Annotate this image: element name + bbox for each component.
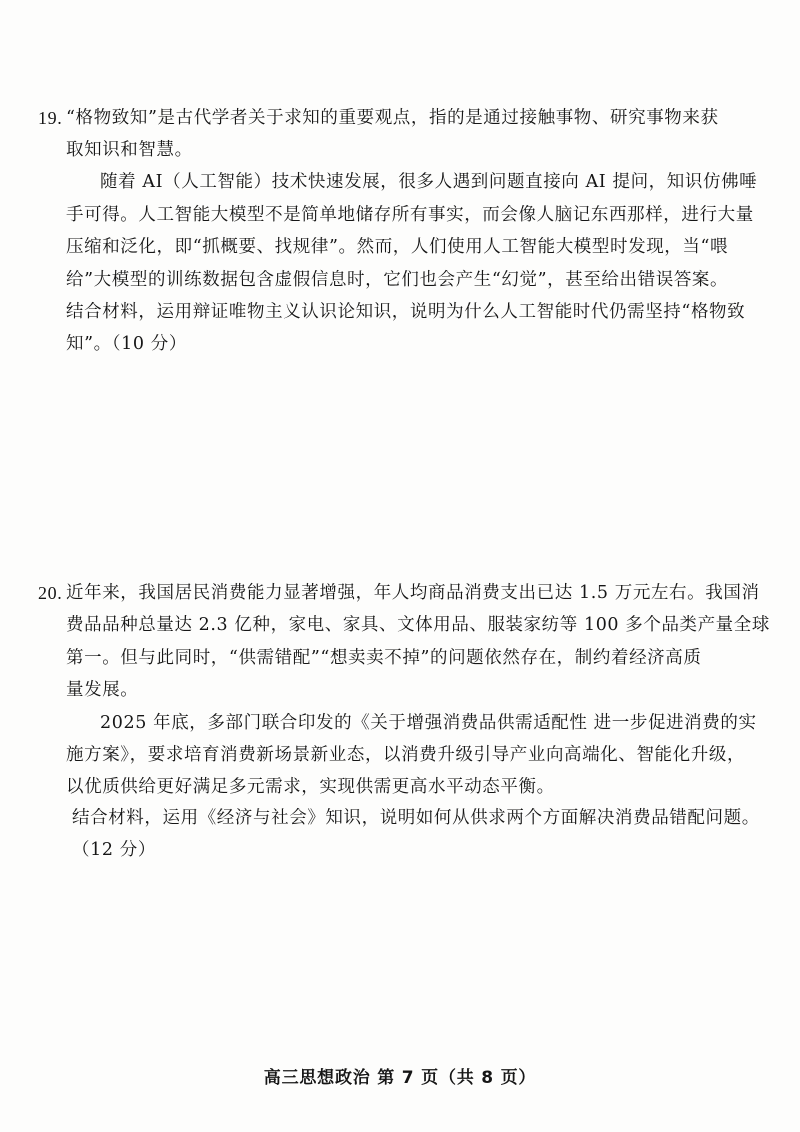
material-text-line: 费品品种总量达 2.3 亿种，家电、家具、文体用品、服装家纺等 100 多个品类产量全球 — [66, 615, 770, 635]
question-text-line: 取知识和智慧。 — [66, 140, 193, 160]
task-text-line: 结合材料，运用《经济与社会》知识，说明如何从供求两个方面解决消费品错配问题。 — [72, 808, 760, 828]
question-number: 20. — [38, 583, 63, 603]
material-text-line: 量发展。 — [66, 680, 139, 700]
material-text-line: 施方案》，要求培育消费新场景新业态，以消费升级引导产业向高端化、智能化升级， — [66, 745, 746, 765]
material-text-line: 2025 年底，多部门联合印发的《关于增强消费品供需适配性 进一步促进消费的实 — [100, 713, 757, 733]
material-text-line: 手可得。人工智能大模型不是简单地储存所有事实，而会像人脑记东西那样，进行大量 — [66, 205, 754, 225]
material-text-line: 压缩和泛化，即“抓概要、找规律”。然而，人们使用人工智能大模型时发现，当“喂 — [66, 237, 729, 257]
page-footer: 高三思想政治 第 7 页（共 8 页） — [263, 1068, 537, 1088]
question-text-line: “格物致知”是古代学者关于求知的重要观点，指的是通过接触事物、研究事物来获 — [66, 108, 719, 128]
material-text-line: 给”大模型的训练数据包含虚假信息时，它们也会产生“幻觉”，甚至给出错误答案。 — [66, 270, 729, 290]
task-text-line: （12 分） — [72, 840, 156, 860]
task-text-line: 知”。（10 分） — [66, 334, 187, 354]
material-text-line: 第一。但与此同时，“供需错配”“想卖卖不掉”的问题依然存在，制约着经济高质 — [66, 648, 702, 668]
material-text-line: 近年来，我国居民消费能力显著增强，年人均商品消费支出已达 1.5 万元左右。我国消 — [66, 583, 760, 603]
material-text-line: 以优质供给更好满足多元需求，实现供需更高水平动态平衡。 — [66, 777, 555, 797]
question-number: 19. — [38, 108, 63, 128]
task-text-line: 结合材料，运用辩证唯物主义认识论知识，说明为什么人工智能时代仍需坚持“格物致 — [66, 302, 746, 322]
material-text-line: 随着 AI（人工智能）技术快速发展，很多人遇到问题直接向 AI 提问，知识仿佛唾 — [100, 172, 758, 192]
